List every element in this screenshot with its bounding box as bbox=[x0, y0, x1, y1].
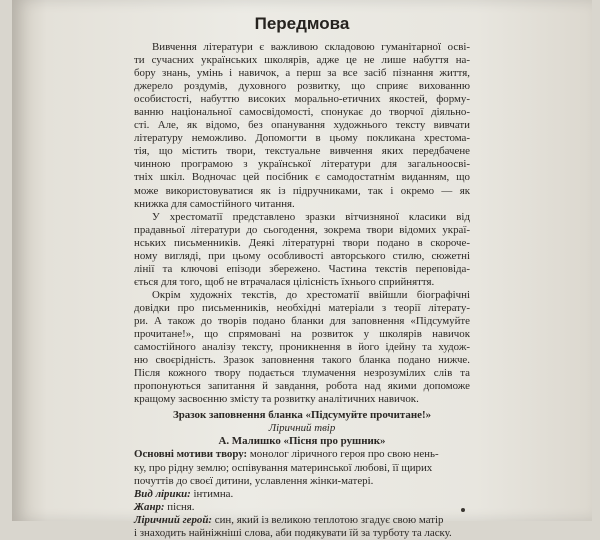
motifs-line1: монолог ліричного героя про свою нень- bbox=[247, 448, 439, 461]
text-line: літературу неможливо. Допомогти в цьому покликана хрестома- bbox=[134, 132, 470, 145]
motifs-field bbox=[134, 448, 470, 461]
text-line: кращому засвоєнню змісту та розвитку аналітичних навичок. bbox=[134, 393, 419, 406]
page-title: Передмова bbox=[254, 14, 350, 33]
motifs-line3: почуттів до своєї дитини, уславлення жінки-матері. bbox=[134, 474, 374, 487]
hero-line1: син, який із великою теплотою згадує свою матір bbox=[212, 513, 444, 526]
hero-line2: і знаходить найніжніші слова, аби подякувати їй за турботу та ласку. bbox=[134, 526, 452, 539]
text-line: сті. Але, як відомо, без опанування художнього тексту вивчати bbox=[134, 119, 470, 132]
text-line: нських письменників. Деякі літературні твори подано в скороче- bbox=[134, 236, 470, 249]
page-content bbox=[134, 14, 470, 540]
text-line: Після кожного твору подається тлумачення незрозумілих слів та bbox=[134, 367, 470, 380]
text-line: бору знань, умінь і навичок, а перш за все засіб пізнання життя, bbox=[134, 67, 470, 80]
text-line: У хрестоматії представлено зразки вітчизняної класики від bbox=[152, 210, 470, 223]
hero-field bbox=[134, 514, 470, 527]
text-line: прочитане!», що спрямовані на розвиток у школярів навичок bbox=[134, 328, 470, 341]
text-line: ню своєрідність. Зразок заповнення такого бланка подано нижче. bbox=[134, 354, 470, 367]
lyric-type-label: Вид лірики: bbox=[134, 487, 191, 500]
text-line: джерело роздумів, духовного розвитку, що сприяє вихованню bbox=[134, 80, 470, 93]
text-line: лінії та ключові епізоди збережено. Частина текстів переповіда- bbox=[134, 262, 470, 275]
text-line: ри. А також до творів подано бланки для заповнення «Підсумуйте bbox=[134, 314, 470, 327]
poem-heading: А. Малишко «Пісня про рушник» bbox=[218, 435, 386, 448]
third-paragraph bbox=[134, 289, 470, 406]
second-paragraph bbox=[134, 211, 470, 289]
text-line: тніх шкіл. Водночас цей посібник є самодостатнім виданням, що bbox=[134, 171, 470, 184]
text-line: може використовуватися як із підручниками, так і окремо — як bbox=[134, 184, 470, 197]
text-line: Вивчення літератури є важливою складовою гуманітарної осві- bbox=[152, 41, 470, 53]
text-line: довідки про письменників, необхідні матеріали з теорії літерату- bbox=[134, 301, 470, 314]
motifs-line2: ку, про рідну землю; оспівування материнської любові, її щирих bbox=[134, 461, 433, 474]
hero-label: Ліричний герой: bbox=[134, 513, 213, 526]
sample-heading: Зразок заповнення бланка «Підсумуйте прочитане!» bbox=[172, 409, 432, 422]
text-line: Окрім художніх текстів, до хрестоматії ввійшли біографічні bbox=[152, 288, 470, 301]
lyric-type-value: інтимна. bbox=[190, 487, 234, 500]
lyric-type-field bbox=[134, 488, 470, 501]
motifs-label: Основні мотиви твору: bbox=[134, 448, 248, 461]
book-page bbox=[12, 0, 592, 539]
text-line: тія, що містить твори, текстуальне вивчення яких передбачене bbox=[134, 145, 470, 158]
text-line: чинною програмою з української літератури для загальноосві- bbox=[134, 158, 470, 171]
sample-subheading: Ліричний твір bbox=[268, 422, 336, 435]
text-line: прадавньої літератури до сьогодення, зокрема твори відомих украї- bbox=[134, 223, 470, 236]
text-line: самостійного аналізу тексту, проникнення в його ідейну та худож- bbox=[134, 341, 470, 354]
text-line: ному вигляді, при цьому особливості авторського стилю, сюжетні bbox=[134, 249, 470, 262]
text-line: пропонуються запитання й завдання, робота над якими допоможе bbox=[134, 380, 470, 393]
intro-paragraph bbox=[134, 41, 470, 211]
genre-label: Жанр: bbox=[134, 500, 165, 513]
text-line: ванню національної самосвідомості, спонукає до творчої діяльно- bbox=[134, 106, 470, 119]
text-line: особистості, набуттю високих морально-етичних якостей, форму- bbox=[134, 93, 470, 106]
page-mark bbox=[461, 508, 465, 512]
genre-field bbox=[134, 501, 470, 514]
genre-value: пісня. bbox=[164, 500, 195, 513]
text-line: ти сучасних українських школярів, адже це не лише набуття на- bbox=[134, 54, 470, 67]
text-line: ється для того, щоб не втрачалася цілісність їхнього сприйняття. bbox=[134, 275, 435, 288]
text-line: книжка для самостійного читання. bbox=[134, 197, 295, 210]
